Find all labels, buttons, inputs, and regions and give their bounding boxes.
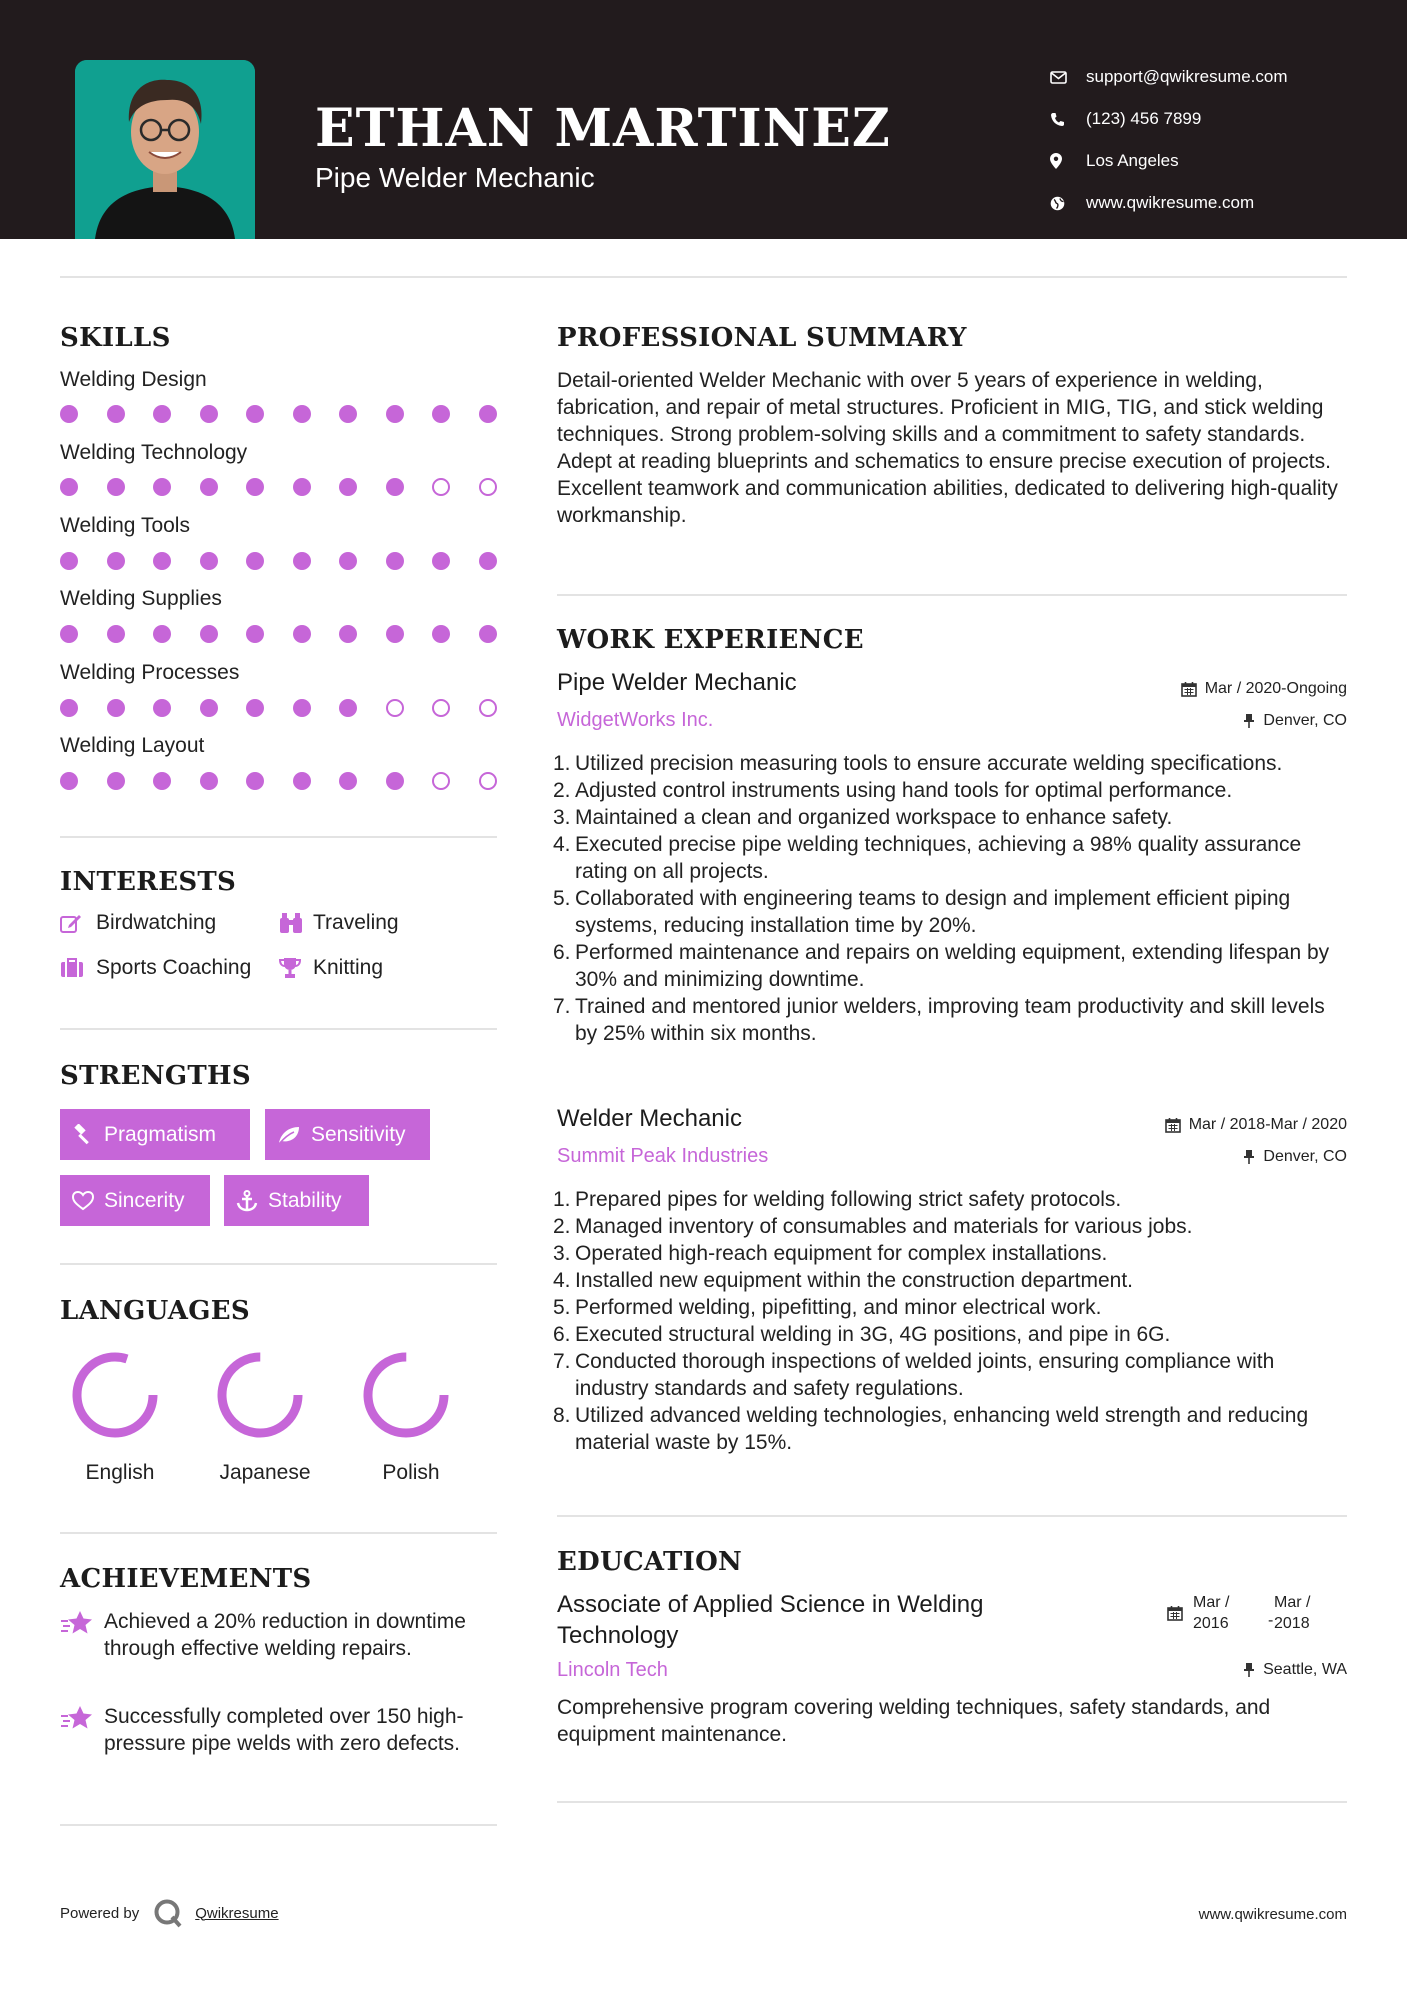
skill-dot-filled bbox=[339, 699, 357, 717]
skill-dot-empty bbox=[479, 699, 497, 717]
job-bullet: 4. Installed new equipment within the construction department. bbox=[553, 1269, 1133, 1292]
job-location: Denver, CO bbox=[1243, 1148, 1347, 1166]
strength-label: Sensitivity bbox=[311, 1122, 406, 1146]
strengths-title: STRENGTHS bbox=[60, 1061, 251, 1091]
skill-rating bbox=[60, 772, 500, 792]
date-separator: - bbox=[1268, 1612, 1274, 1629]
skill-dot-filled bbox=[60, 772, 78, 790]
achievement-text: Successfully completed over 150 high-pressure pipe welds with zero defects. bbox=[104, 1705, 464, 1755]
skill-dot-filled bbox=[107, 625, 125, 643]
skill-dot-filled bbox=[386, 625, 404, 643]
skill-name: Welding Processes bbox=[60, 661, 240, 684]
contact-email-text: support@qwikresume.com bbox=[1086, 67, 1288, 86]
languages-title: LANGUAGES bbox=[60, 1296, 250, 1326]
job-title: Pipe Welder Mechanic bbox=[557, 669, 797, 696]
education-title: EDUCATION bbox=[557, 1547, 743, 1577]
section-divider bbox=[60, 1263, 497, 1265]
footer-website[interactable]: www.qwikresume.com bbox=[1198, 1906, 1347, 1923]
skill-dot-empty bbox=[432, 699, 450, 717]
skill-name: Welding Tools bbox=[60, 514, 190, 537]
skill-dot-empty bbox=[479, 772, 497, 790]
skill-dot-filled bbox=[432, 625, 450, 643]
calendar-icon bbox=[1165, 1117, 1181, 1133]
skill-name: Welding Supplies bbox=[60, 587, 222, 610]
skill-dot-filled bbox=[293, 552, 311, 570]
interest-item bbox=[279, 911, 399, 935]
skill-dot-filled bbox=[386, 405, 404, 423]
degree-title-line2: Technology bbox=[557, 1622, 679, 1649]
skill-dot-filled bbox=[293, 772, 311, 790]
skill-dot-filled bbox=[386, 478, 404, 496]
interest-item bbox=[60, 956, 251, 980]
edu-start-date: Mar / 2016 bbox=[1193, 1594, 1230, 1632]
skill-dot-filled bbox=[153, 772, 171, 790]
skill-dot-empty bbox=[479, 478, 497, 496]
strength-tag bbox=[265, 1109, 430, 1160]
skill-dot-filled bbox=[153, 405, 171, 423]
interest-item bbox=[60, 911, 216, 935]
skill-dot-filled bbox=[339, 625, 357, 643]
trophy-icon bbox=[279, 957, 313, 979]
interest-label: Traveling bbox=[313, 911, 399, 934]
star-icon bbox=[60, 1703, 104, 1757]
job-bullet: 3. Maintained a clean and organized workspace to enhance safety. bbox=[553, 806, 1173, 829]
suitcase-icon bbox=[60, 958, 96, 978]
skill-dot-filled bbox=[60, 478, 78, 496]
skill-dot-filled bbox=[153, 478, 171, 496]
language-meter bbox=[200, 1345, 320, 1445]
skill-rating bbox=[60, 625, 500, 645]
skill-dot-empty bbox=[432, 478, 450, 496]
contact-location bbox=[1050, 140, 1288, 182]
section-divider bbox=[60, 1824, 497, 1826]
strength-label: Stability bbox=[268, 1188, 342, 1212]
section-divider bbox=[60, 836, 497, 838]
leaf-icon bbox=[277, 1125, 301, 1145]
skill-dot-filled bbox=[107, 699, 125, 717]
section-divider bbox=[60, 1532, 497, 1534]
contact-list bbox=[1050, 56, 1288, 224]
skill-dot-filled bbox=[200, 478, 218, 496]
language-meter bbox=[346, 1345, 466, 1445]
skill-dot-filled bbox=[479, 552, 497, 570]
skill-dot-filled bbox=[293, 478, 311, 496]
language-label: Japanese bbox=[219, 1461, 311, 1484]
phone-icon bbox=[1050, 112, 1086, 127]
skills-title: SKILLS bbox=[60, 323, 171, 353]
section-divider bbox=[557, 594, 1347, 596]
job-dates: Mar / 2020-Ongoing bbox=[1181, 680, 1347, 698]
contact-phone-text: (123) 456 7899 bbox=[1086, 109, 1202, 128]
skill-dot-filled bbox=[153, 699, 171, 717]
job-bullet: 4. Executed precise pipe welding techniques, achieving a 98% quality assurance rating on all projects. bbox=[553, 833, 1302, 883]
job-bullet: 2. Managed inventory of consumables and materials for various jobs. bbox=[553, 1215, 1193, 1238]
edit-icon bbox=[60, 913, 96, 933]
calendar-icon bbox=[1181, 681, 1197, 697]
section-divider bbox=[60, 1028, 497, 1030]
qwikresume-logo-icon bbox=[153, 1898, 183, 1928]
skill-dot-filled bbox=[339, 405, 357, 423]
contact-website-text: www.qwikresume.com bbox=[1086, 193, 1255, 212]
summary-title: PROFESSIONAL SUMMARY bbox=[557, 323, 967, 353]
strength-label: Pragmatism bbox=[104, 1122, 217, 1146]
skill-dot-empty bbox=[386, 699, 404, 717]
skill-dot-filled bbox=[60, 552, 78, 570]
skill-rating bbox=[60, 552, 500, 572]
section-divider bbox=[557, 1801, 1347, 1803]
skill-dot-filled bbox=[386, 772, 404, 790]
job-bullet: 1. Utilized precision measuring tools to ensure accurate welding specifications. bbox=[553, 752, 1283, 775]
language-level-arc bbox=[222, 1357, 298, 1433]
job-bullet: 5. Performed welding, pipefitting, and minor electrical work. bbox=[553, 1296, 1102, 1319]
contact-email[interactable] bbox=[1050, 56, 1288, 98]
job-title: Welder Mechanic bbox=[557, 1105, 742, 1132]
skill-dot-filled bbox=[246, 625, 264, 643]
person-photo-icon bbox=[75, 60, 255, 239]
skill-dot-filled bbox=[386, 552, 404, 570]
company-name[interactable]: Summit Peak Industries bbox=[557, 1145, 769, 1167]
school-name[interactable]: Lincoln Tech bbox=[557, 1659, 668, 1681]
language-level-arc bbox=[368, 1357, 444, 1433]
language-level-arc bbox=[77, 1357, 153, 1433]
strength-tag bbox=[60, 1175, 210, 1226]
language-label: Polish bbox=[382, 1461, 440, 1484]
language-arc bbox=[356, 1345, 456, 1445]
job-bullet: 6. Performed maintenance and repairs on welding equipment, extending lifespan by 30% and minimizing downtime. bbox=[553, 941, 1330, 991]
job-bullets bbox=[553, 1186, 1337, 1456]
job-location: Denver, CO bbox=[1243, 712, 1347, 730]
anchor-icon bbox=[236, 1190, 258, 1212]
skill-dot-filled bbox=[107, 552, 125, 570]
school-location: Seattle, WA bbox=[1243, 1661, 1347, 1679]
skill-dot-filled bbox=[200, 699, 218, 717]
job-bullet: 1. Prepared pipes for welding following strict safety protocols. bbox=[553, 1188, 1122, 1211]
footer-brand-link[interactable]: Qwikresume bbox=[195, 1904, 279, 1922]
job-bullet: 7. Trained and mentored junior welders, improving team productivity and skill levels by 25% within six months. bbox=[553, 995, 1325, 1045]
strength-label: Sincerity bbox=[104, 1188, 185, 1212]
candidate-title: Pipe Welder Mechanic bbox=[315, 162, 595, 193]
job-bullet: 8. Utilized advanced welding technologies, enhancing weld strength and reducing material waste by 15%. bbox=[553, 1404, 1309, 1454]
achievement-item bbox=[60, 1703, 500, 1757]
pushpin-icon bbox=[1243, 1662, 1255, 1678]
contact-location-text: Los Angeles bbox=[1086, 151, 1179, 170]
language-arc bbox=[65, 1345, 165, 1445]
interest-label: Knitting bbox=[313, 956, 384, 979]
job-bullet: 5. Collaborated with engineering teams to design and implement efficient piping systems, reducing installation time by 20%. bbox=[553, 887, 1291, 937]
binoculars-icon bbox=[279, 912, 313, 934]
job-bullets bbox=[553, 750, 1337, 1047]
job-bullet: 7. Conducted thorough inspections of welded joints, ensuring compliance with industry standards and safety regulations. bbox=[553, 1350, 1275, 1400]
skill-dot-filled bbox=[246, 405, 264, 423]
skill-dot-filled bbox=[200, 552, 218, 570]
degree-title-line1: Associate of Applied Science in Welding bbox=[557, 1591, 984, 1618]
resume-header bbox=[0, 0, 1407, 239]
skill-dot-filled bbox=[107, 405, 125, 423]
skill-name: Welding Technology bbox=[60, 441, 248, 464]
skill-dot-filled bbox=[339, 772, 357, 790]
skill-rating bbox=[60, 699, 500, 719]
footer-powered-by: Powered by Qwikresume bbox=[60, 1898, 279, 1928]
language-meter bbox=[55, 1345, 175, 1445]
skill-rating bbox=[60, 478, 500, 498]
summary-text: Detail-oriented Welder Mechanic with over 5 years of experience in welding, fabrication, and repair of metal structures. Proficient in MIG, TIG, and stick welding techniques. Strong problem-solving skills and a commitment to safety standards. Adept at reading blueprints and schematics to ensure precise execution of projects. Excellent teamwork and communication abilities, dedicated to delivering high-quality workmanship. bbox=[557, 369, 1338, 527]
skill-dot-filled bbox=[293, 699, 311, 717]
achievements-title: ACHIEVEMENTS bbox=[60, 1564, 312, 1594]
experience-title: WORK EXPERIENCE bbox=[557, 625, 864, 655]
job-bullet: 3. Operated high-reach equipment for complex installations. bbox=[553, 1242, 1108, 1265]
skill-dot-filled bbox=[200, 772, 218, 790]
heart-icon bbox=[72, 1191, 94, 1211]
pushpin-icon bbox=[1243, 713, 1255, 729]
skill-dot-filled bbox=[479, 405, 497, 423]
skill-rating bbox=[60, 405, 500, 425]
skill-dot-filled bbox=[107, 478, 125, 496]
skill-dot-filled bbox=[339, 478, 357, 496]
skill-name: Welding Design bbox=[60, 368, 207, 391]
candidate-name: ETHAN MARTINEZ bbox=[315, 98, 891, 159]
skill-dot-filled bbox=[339, 552, 357, 570]
skill-dot-filled bbox=[246, 772, 264, 790]
contact-phone[interactable] bbox=[1050, 98, 1288, 140]
contact-website[interactable] bbox=[1050, 182, 1288, 224]
job-bullet: 2. Adjusted control instruments using hand tools for optimal performance. bbox=[553, 779, 1233, 802]
skill-dot-filled bbox=[200, 625, 218, 643]
section-divider bbox=[557, 1515, 1347, 1517]
job-bullet: 6. Executed structural welding in 3G, 4G positions, and pipe in 6G. bbox=[553, 1323, 1171, 1346]
edu-end-date: Mar / 2018 bbox=[1274, 1594, 1311, 1632]
skill-dot-filled bbox=[432, 552, 450, 570]
job-dates: Mar / 2018-Mar / 2020 bbox=[1165, 1116, 1347, 1134]
skill-dot-filled bbox=[432, 405, 450, 423]
skill-dot-filled bbox=[107, 772, 125, 790]
gavel-icon bbox=[72, 1124, 94, 1146]
globe-icon bbox=[1050, 196, 1086, 211]
interest-item bbox=[279, 956, 383, 980]
skill-dot-filled bbox=[60, 699, 78, 717]
interests-title: INTERESTS bbox=[60, 867, 237, 897]
skill-dot-filled bbox=[293, 405, 311, 423]
language-arc bbox=[210, 1345, 310, 1445]
skill-dot-filled bbox=[60, 625, 78, 643]
skill-dot-filled bbox=[293, 625, 311, 643]
pushpin-icon bbox=[1243, 1149, 1255, 1165]
interest-label: Sports Coaching bbox=[96, 956, 252, 979]
calendar-icon bbox=[1167, 1605, 1183, 1626]
skill-dot-filled bbox=[479, 625, 497, 643]
envelope-icon bbox=[1050, 71, 1086, 84]
skill-dot-filled bbox=[153, 552, 171, 570]
skill-dot-filled bbox=[246, 699, 264, 717]
education-description: Comprehensive program covering welding techniques, safety standards, and equipment maintenance. bbox=[557, 1696, 1271, 1746]
strength-tag bbox=[224, 1175, 369, 1226]
achievement-item bbox=[60, 1608, 500, 1662]
profile-photo bbox=[75, 60, 255, 239]
skill-dot-empty bbox=[432, 772, 450, 790]
skill-dot-filled bbox=[60, 405, 78, 423]
map-marker-icon bbox=[1050, 153, 1086, 169]
skill-dot-filled bbox=[246, 478, 264, 496]
skill-dot-filled bbox=[246, 552, 264, 570]
interest-label: Birdwatching bbox=[96, 911, 217, 934]
company-name[interactable]: WidgetWorks Inc. bbox=[557, 709, 714, 731]
header-divider bbox=[60, 276, 1347, 278]
star-icon bbox=[60, 1608, 104, 1662]
skill-dot-filled bbox=[153, 625, 171, 643]
language-label: English bbox=[85, 1461, 155, 1484]
achievement-text: Achieved a 20% reduction in downtime through effective welding repairs. bbox=[104, 1610, 466, 1660]
skill-dot-filled bbox=[200, 405, 218, 423]
skill-name: Welding Layout bbox=[60, 734, 205, 757]
strength-tag bbox=[60, 1109, 250, 1160]
